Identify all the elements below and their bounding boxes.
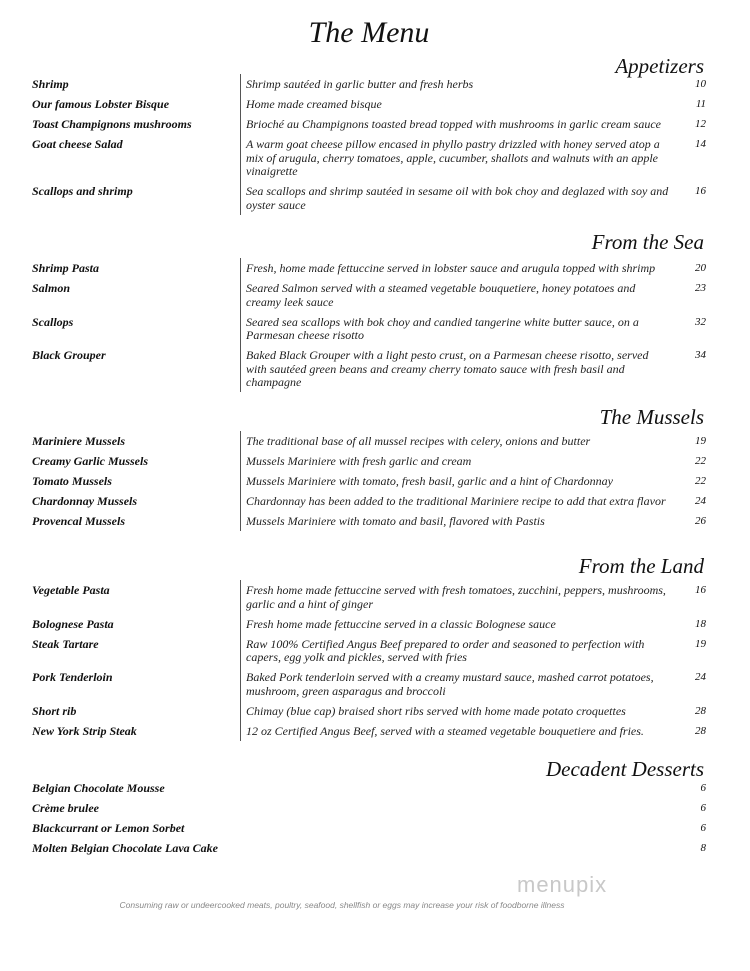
item-name: Scallops bbox=[32, 314, 74, 329]
item-name: Tomato Mussels bbox=[32, 474, 112, 488]
menu-item bbox=[32, 515, 706, 535]
item-name: Chardonnay Mussels bbox=[32, 494, 138, 508]
item-name: Salmon bbox=[32, 281, 71, 295]
item-name: Steak Tartare bbox=[32, 636, 99, 651]
item-price: 22 bbox=[695, 455, 706, 467]
item-name: Provencal Mussels bbox=[32, 514, 125, 528]
item-desc: A warm goat cheese pillow encased in phyllo pastry drizzled with honey served atop a mix of arugula, cherry tomatoes, apple, cucumber, shallots and walnuts with an apple vinaigrette bbox=[246, 137, 660, 178]
item-price: 8 bbox=[700, 842, 706, 854]
item-price: 24 bbox=[695, 671, 706, 683]
item-desc: Raw 100% Certified Angus Beef prepared to order and seasoned to perfection with capers, egg yolk and pickles, served with fries bbox=[246, 636, 645, 664]
item-price: 18 bbox=[695, 617, 706, 630]
menu-item bbox=[32, 705, 706, 725]
menu-item bbox=[32, 78, 706, 98]
menu-item bbox=[32, 495, 706, 515]
item-price: 16 bbox=[695, 584, 706, 596]
menu-item bbox=[32, 349, 706, 396]
section-heading: Decadent Desserts bbox=[545, 757, 704, 781]
disclaimer: Consuming raw or undeercooked meats, poultry, seafood, shellfish or eggs may increase your risk of foodborne illness bbox=[119, 900, 565, 910]
item-desc: Mussels Mariniere with fresh garlic and cream bbox=[246, 454, 472, 468]
item-price: 28 bbox=[695, 724, 706, 737]
item-name: Mariniere Mussels bbox=[32, 434, 126, 448]
item-name: Toast Champignons mushrooms bbox=[32, 117, 192, 131]
item-price: 23 bbox=[695, 282, 706, 294]
item-desc: The traditional base of all mussel recipes with celery, onions and butter bbox=[246, 434, 591, 448]
item-name: Blackcurrant or Lemon Sorbet bbox=[32, 821, 185, 835]
item-desc: Chimay (blue cap) braised short ribs served with home made potato croquettes bbox=[246, 703, 626, 718]
item-name: Shrimp Pasta bbox=[32, 261, 100, 275]
section-items bbox=[32, 262, 706, 396]
item-price: 6 bbox=[700, 822, 706, 834]
item-price: 24 bbox=[695, 495, 706, 507]
menu-item bbox=[32, 725, 706, 745]
item-price: 22 bbox=[695, 475, 706, 487]
item-name: Pork Tenderloin bbox=[32, 670, 113, 684]
item-price: 10 bbox=[695, 78, 706, 90]
section-items bbox=[32, 584, 706, 745]
menu-item bbox=[32, 671, 706, 705]
item-name: Black Grouper bbox=[32, 348, 106, 362]
item-desc: Baked Pork tenderloin served with a creamy mustard sauce, mashed carrot potatoes, mushroom, green asparagus and broccoli bbox=[246, 670, 654, 698]
item-price: 6 bbox=[700, 782, 706, 794]
menu-item bbox=[32, 138, 706, 185]
menu-item bbox=[32, 584, 706, 618]
item-desc: Fresh, home made fettuccine served in lobster sauce and arugula topped with shrimp bbox=[246, 261, 656, 275]
section-items bbox=[32, 782, 706, 862]
item-desc: Seared sea scallops with bok choy and candied tangerine white butter sauce, on a Parmesan cheese risotto bbox=[246, 314, 639, 342]
item-name: Scallops and shrimp bbox=[32, 184, 133, 198]
item-price: 19 bbox=[695, 435, 706, 447]
menu-item bbox=[32, 316, 706, 350]
menu-item bbox=[32, 98, 706, 118]
menu-title: The Menu bbox=[308, 16, 430, 49]
item-price: 19 bbox=[695, 637, 706, 650]
item-desc: Mussels Mariniere with tomato, fresh basil, garlic and a hint of Chardonnay bbox=[246, 474, 613, 488]
section-heading: From the Sea bbox=[591, 230, 704, 254]
item-desc: Chardonnay has been added to the traditional Mariniere recipe to add that extra flavor bbox=[246, 494, 666, 508]
item-desc: Brioché au Champignons toasted bread topped with mushrooms in garlic cream sauce bbox=[246, 117, 661, 131]
item-price: 26 bbox=[695, 515, 706, 527]
section-items bbox=[32, 78, 706, 219]
menu-item bbox=[32, 262, 706, 282]
menu-item bbox=[32, 185, 706, 219]
item-name: Creamy Garlic Mussels bbox=[32, 454, 149, 468]
item-desc: 12 oz Certified Angus Beef, served with a steamed vegetable bouquetiere and fries. bbox=[246, 723, 644, 738]
item-desc: Shrimp sautéed in garlic butter and fresh herbs bbox=[246, 77, 474, 91]
section-heading: The Mussels bbox=[599, 405, 704, 429]
item-name: Shrimp bbox=[32, 77, 69, 91]
item-name: Crème brulee bbox=[32, 801, 99, 815]
item-name: Our famous Lobster Bisque bbox=[32, 97, 170, 111]
section-items bbox=[32, 435, 706, 535]
item-name: Goat cheese Salad bbox=[32, 137, 123, 151]
section-heading: Appetizers bbox=[615, 54, 704, 78]
item-price: 20 bbox=[695, 262, 706, 274]
menu-item bbox=[32, 118, 706, 138]
item-desc: Home made creamed bisque bbox=[246, 97, 382, 111]
item-desc: Fresh home made fettuccine served in a classic Bolognese sauce bbox=[246, 616, 556, 631]
menu-item bbox=[32, 842, 706, 862]
item-desc: Baked Black Grouper with a light pesto crust, on a Parmesan cheese risotto, served with sautéed green beans and creamy cherry tomato sauce with fresh basil and champagne bbox=[246, 348, 649, 389]
item-price: 12 bbox=[695, 118, 706, 130]
section-heading: From the Land bbox=[578, 554, 704, 578]
item-desc: Fresh home made fettuccine served with fresh tomatoes, zucchini, peppers, mushrooms, garlic and a hint of ginger bbox=[246, 583, 666, 611]
menu-item bbox=[32, 822, 706, 842]
item-name: Short rib bbox=[32, 703, 77, 718]
menu-item bbox=[32, 455, 706, 475]
menu-item bbox=[32, 475, 706, 495]
menu-item bbox=[32, 435, 706, 455]
item-desc: Mussels Mariniere with tomato and basil, flavored with Pastis bbox=[246, 514, 545, 528]
item-price: 34 bbox=[695, 349, 706, 361]
item-price: 28 bbox=[695, 704, 706, 717]
menu-item bbox=[32, 282, 706, 316]
menu-item bbox=[32, 782, 706, 802]
item-price: 11 bbox=[695, 98, 706, 110]
item-name: Vegetable Pasta bbox=[32, 583, 110, 597]
watermark-logo: menupix bbox=[517, 872, 608, 897]
item-desc: Sea scallops and shrimp sautéed in sesame oil with bok choy and deglazed with soy and oyster sauce bbox=[246, 184, 669, 212]
menu-item bbox=[32, 618, 706, 638]
menu-item bbox=[32, 802, 706, 822]
item-price: 14 bbox=[695, 138, 706, 150]
item-name: Bolognese Pasta bbox=[32, 616, 114, 631]
item-name: Belgian Chocolate Mousse bbox=[32, 781, 165, 795]
item-price: 6 bbox=[700, 802, 706, 814]
item-price: 16 bbox=[695, 185, 706, 197]
item-name: Molten Belgian Chocolate Lava Cake bbox=[32, 841, 218, 855]
item-price: 32 bbox=[695, 315, 706, 328]
item-name: New York Strip Steak bbox=[32, 723, 137, 738]
item-desc: Seared Salmon served with a steamed vegetable bouquetiere, honey potatoes and creamy leek sauce bbox=[246, 281, 636, 309]
menu-item bbox=[32, 638, 706, 672]
